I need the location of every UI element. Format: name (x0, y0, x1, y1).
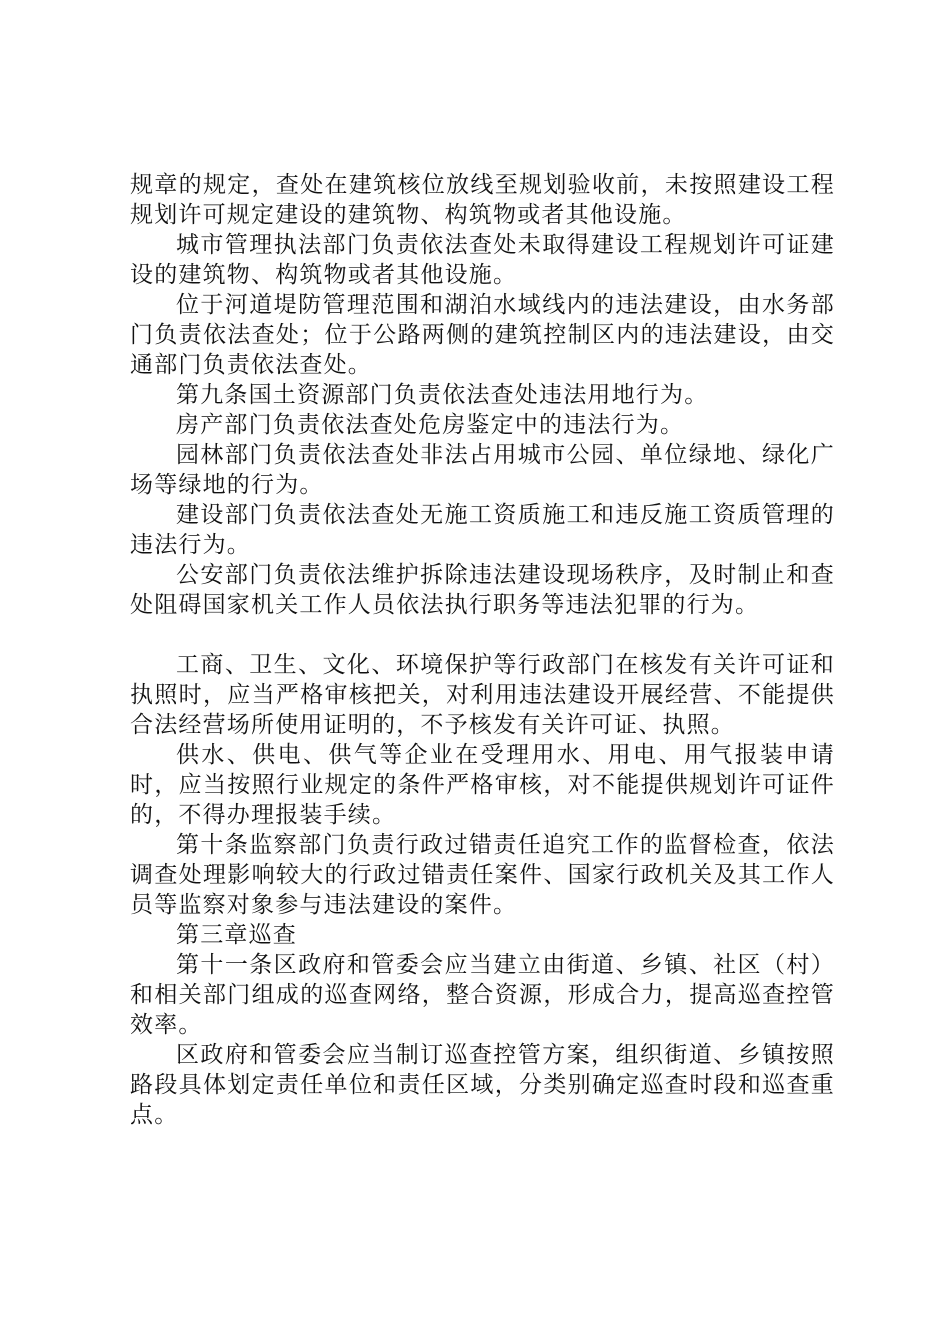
chapter-heading: 第三章巡查 (176, 922, 297, 948)
paragraph-article-10: 第十条监察部门负责行政过错责任追究工作的监督检查，依法调查处理影响较大的行政过错责任案件、国家行政机关及其工作人员等监察对象参与违法建设的案件。 (130, 832, 835, 918)
document-body (130, 170, 835, 1130)
paragraph-river-highway: 位于河道堤防管理范围和湖泊水域线内的违法建设，由水务部门负责依法查处；位于公路两侧的建筑控制区内的违法建设，由交通部门负责依法查处。 (130, 292, 835, 378)
paragraph-regulation-continuation: 规章的规定，查处在建筑核位放线至规划验收前，未按照建设工程规划许可规定建设的建筑物、构筑物或者其他设施。 (130, 172, 835, 228)
paragraph-article-9: 第九条国土资源部门负责依法查处违法用地行为。 (176, 382, 709, 408)
paragraph-housing: 房产部门负责依法查处危房鉴定中的违法行为。 (176, 412, 685, 438)
paragraph-public-security: 公安部门负责依法维护拆除违法建设现场秩序，及时制止和查处阻碍国家机关工作人员依法执行职务等违法犯罪的行为。 (130, 562, 835, 618)
paragraph-construction: 建设部门负责依法查处无施工资质施工和违反施工资质管理的违法行为。 (130, 502, 835, 558)
paragraph-landscaping: 园林部门负责依法查处非法占用城市公园、单位绿地、绿化广场等绿地的行为。 (130, 442, 835, 498)
paragraph-patrol-plan: 区政府和管委会应当制订巡查控管方案，组织街道、乡镇按照路段具体划定责任单位和责任区域，分类别确定巡查时段和巡查重点。 (130, 1042, 835, 1128)
paragraph-licensing: 工商、卫生、文化、环境保护等行政部门在核发有关许可证和执照时，应当严格审核把关，对利用违法建设开展经营、不能提供合法经营场所使用证明的，不予核发有关许可证、执照。 (130, 652, 835, 738)
paragraph-urban-management: 城市管理执法部门负责依法查处未取得建设工程规划许可证建设的建筑物、构筑物或者其他设施。 (130, 232, 835, 288)
paragraph-article-11: 第十一条区政府和管委会应当建立由街道、乡镇、社区（村）和相关部门组成的巡查网络，整合资源，形成合力，提高巡查控管效率。 (130, 952, 835, 1038)
paragraph-utilities: 供水、供电、供气等企业在受理用水、用电、用气报装申请时，应当按照行业规定的条件严格审核，对不能提供规划许可证件的，不得办理报装手续。 (130, 742, 835, 828)
